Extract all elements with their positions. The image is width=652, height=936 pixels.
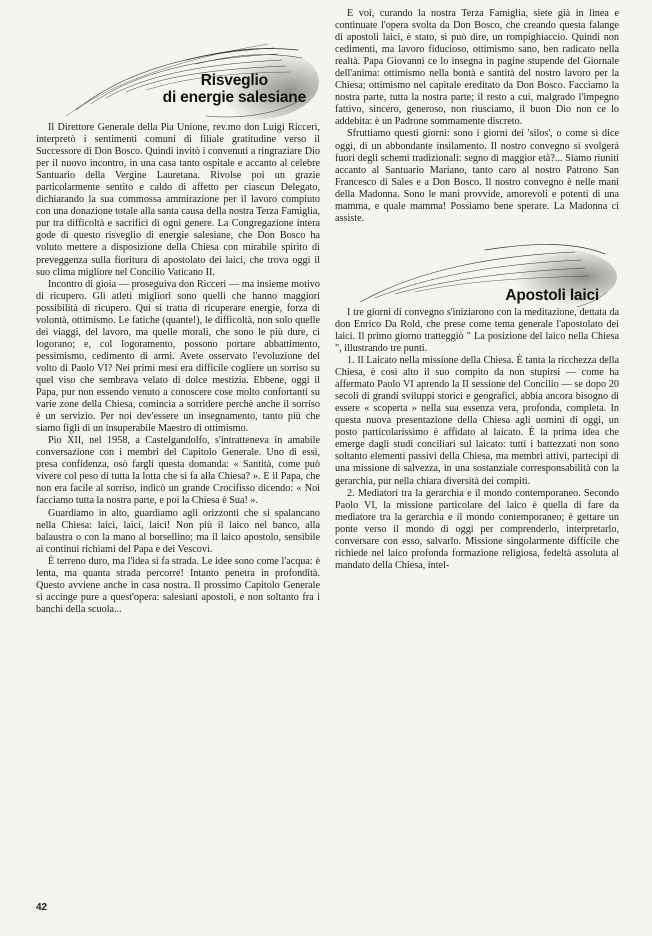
paragraph: E voi, curando la nostra Terza Famiglia, siete già in linea e continuate l'opera svolta da Don Bosco, che creando questa falange di apostoli laici, è stato, si può dire, un rompighiaccio. Quindi non cedimenti, ma lavoro fiducioso, ottimismo sano, ben radicato nella realtà. Papa Giovanni ce lo insegna in pagine stupende del Giornale dell'anima: ottimismo nella bontà e santità del nostro lavoro per la Chiesa; ottimismo nel capitale ereditato da Don Bosco. Facciamo la nostra parte, tutta la nostra parte; il resto a cui, malgrado l'impegno fattivo, sincero, generoso, non riusciamo, il buon Dio non ce lo addebita: è un Padrone sommamente discreto.	[335, 8, 619, 128]
paragraph: I tre giorni di convegno s'iniziarono con la meditazione, dettata da don Enrico Da Rold, che prese come tema generale l'apostolato dei laici. Il primo giorno tratteggiò " La posizione del laico nella Chiesa ", illustrando tre punti.	[335, 306, 619, 354]
right-column	[335, 0, 619, 572]
paragraph: Incontro di gioia — proseguiva don Ricceri — ma insieme motivo di ricupero. Gli atleti migliori sono quelli che hanno maggiori possibilità di ricupero. Qui si tratta di ricuperare energie, forza di volontà, ottimismo. Le fatiche (quante!), le difficoltà, non solo quelle dei viaggi, del lavoro, ma quelle morali, che sono le più dure, ci logorano; e, col logoramento, possono portare abbattimento, pessimismo, cedimento di armi. Avete osservato l'evoluzione del volto di Paolo VI? Nei primi mesi era difficile cogliere un sorriso su quel viso che sembrava velato di dolce mestizia. Ebbene, oggi il Papa, pur non essendo venuto a conoscere cose molto confortanti su varie zone della Chiesa, comincia a sorridere perchè anche il sorriso è un servizio. Per noi dev'essere un insegnamento, tanto più che siamo figli di un insuperabile Maestro di ottimismo.	[36, 278, 320, 435]
column-gutter	[322, 0, 323, 936]
paragraph: Sfruttiamo questi giorni: sono i giorni dei 'silos', o come si dice oggi, di un abbondante insilamento. Il nostro convegno si svolgerà fuori degli schemi tradizionali: segno di maggior età?... Siamo riuniti accanto al Santuario Mariano, tanto caro al nostro Patrono San Francesco di Sales e a Don Bosco. Il nostro convegno è nelle mani della Madonna. Sono le mani provvide, amorevoli e potenti di una mamma, e quale mamma! Possiamo bene sperare. La Madonna ci assiste.	[335, 128, 619, 224]
paragraph: 1. Il Laicato nella missione della Chiesa. È tanta la ricchezza della Chiesa, è così alto il suo compito da non stupirsi — come ha affermato Paolo VI aprendo la II sessione del Concilio — se dopo 20 secoli di grandi sviluppi storici e geografici, abbia ancora bisogno di essere « scoperta » nella sua essenza vera, profonda, completa. In questa nuova presentazione della Chiesa agli uomini di oggi, un posto particolarissimo è affidato al laicato. È la prima idea che emerge dagli studi conciliari sul laicato: tutti i battezzati non sono soltanto elementi passivi della Chiesa, ma membri attivi, partecipi di una missione di salvezza, in una sostanziale corresponsabilità con la gerarchia, pur nella chiara diversità dei compiti.	[335, 355, 619, 487]
title-line-2: di energie salesiane	[162, 89, 306, 106]
article-title	[163, 72, 306, 106]
left-column	[36, 0, 320, 616]
paragraph: È terreno duro, ma l'idea si fa strada. Le idee sono come l'acqua: è lenta, ma quanta strada percorre! Intanto penetra in profondità. Questo avviene anche in casa nostra. Il prossimo Capitolo Generale si accinge pure a quest'opera: salesiani apostoli, e non soltanto fra i banchi della scuola...	[36, 555, 320, 615]
paragraph: Guardiamo in alto, guardiamo agli orizzonti che si spalancano nella Chiesa: laici, laici, laici! Non più il laico nel banco, alla balaustra o con la mano al borsellino; ma il laico apostolo, sensibile ai continui richiami del Papa e dei Vescovi.	[36, 507, 320, 555]
page-number: 42	[36, 902, 48, 913]
title-line-1: Risveglio	[200, 72, 268, 89]
paragraph: Pio XII, nel 1958, a Castelgandolfo, s'intratteneva in amabile conversazione con i membri del Capitolo Generale. Uno di essi, presa confidenza, osò fargli questa domanda: « Santità, come può vivere col peso di tutta la lotta che si fa alla Chiesa? ». E il Papa, che non era facile al sorriso, indicò un grande Crocifisso dicendo: « Noi facciamo tutta la nostra parte, e poi la Chiesa è Sua! ».	[36, 435, 320, 507]
section-title: Apostoli laici	[505, 286, 599, 304]
section-heading	[335, 247, 619, 307]
paragraph: 2. Mediatori tra la gerarchia e il mondo contemporaneo. Secondo Paolo VI, la missione particolare del laico è quella di fare da mediatore tra la gerarchia e il mondo contemporaneo; è gettare un ponte verso il mondo di oggi per comprenderlo, interpretarlo, conversare con esso, salvarlo. Missione singolarmente difficile che richiede nel laico profonda formazione religiosa, fedeltà assoluta al mandato della Chiesa, intel-	[335, 487, 619, 571]
article-heading	[36, 0, 320, 122]
paragraph: Il Direttore Generale della Pia Unione, rev.mo don Luigi Ricceri, interpretò i sentimenti comuni di filiale gratitudine verso il Successore di Don Bosco. Quindi invitò i convenuti a ringraziare Dio per il nuovo incontro, in una casa tanto ospitale e accanto al celebre Santuario della Vergine Lauretana. Rivolse poi un grazie particolarmente sentito e caldo di affetto per ciascun Delegato, dichiarando la sua commossa ammirazione per il lavoro compiuto con una donazione totale alla santa causa della nostra Terza Famiglia, pur tra difficoltà e sacrifici di ogni genere. La Congregazione intera gode di questo risveglio di energie salesiane, che Don Bosco ha voluto mettere a disposizione della Chiesa con mirabile spirito di preveggenza sulla fioritura di apostolato dei laici, che trova oggi il suo clima migliore nel Concilio Vaticano II.	[36, 122, 320, 278]
